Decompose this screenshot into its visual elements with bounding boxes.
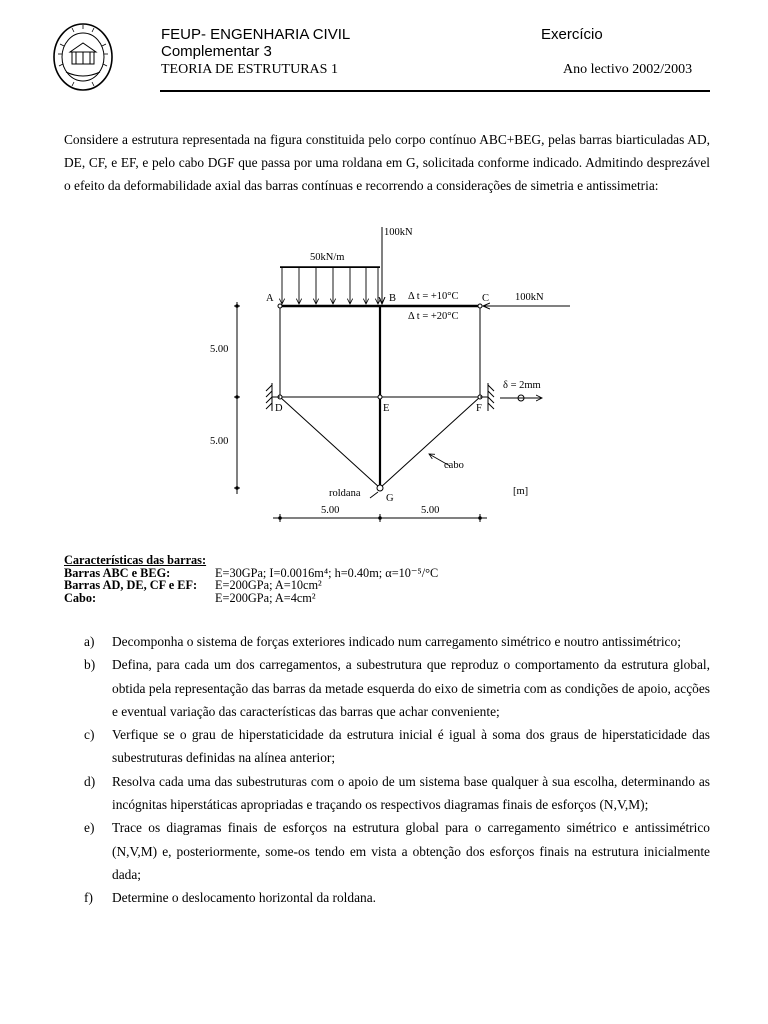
question-item [84, 886, 710, 909]
label-node-d: D [275, 403, 283, 414]
question-text: Verfique se o grau de hiperstaticidade da estrutura inicial é igual à soma dos graus de hiperstaticidade das subestruturas definidas na alínea anterior; [112, 727, 710, 766]
label-temp-bottom: Δ t = +20°C [408, 311, 459, 322]
label-node-b: B [389, 293, 397, 304]
structure-diagram [200, 222, 570, 530]
question-item [84, 653, 710, 723]
university-seal-logo [52, 22, 114, 92]
question-list [84, 630, 710, 910]
label-dim-lower: 5.00 [210, 436, 229, 447]
vertical-dimension [234, 302, 240, 494]
header-school-year: Ano lectivo 2002/2003 [563, 62, 693, 77]
question-letter: c) [84, 727, 95, 743]
label-support-displacement: δ = 2mm [503, 380, 541, 391]
horizontal-dimension [273, 514, 487, 522]
question-text: Decomponha o sistema de forças exteriores indicado num carregamento simétrico e noutro antissimétrico; [112, 634, 681, 649]
label-load-top: 100kN [384, 227, 413, 238]
question-item [84, 630, 710, 653]
label-distributed-load: 50kN/m [310, 252, 345, 263]
question-letter: b) [84, 657, 96, 673]
question-item [84, 723, 710, 770]
label-node-e: E [383, 403, 390, 414]
support-right [480, 383, 494, 411]
hinge-c [478, 304, 482, 308]
header-subject: TEORIA DE ESTRUTURAS 1 [161, 62, 338, 77]
properties-label: Cabo: [64, 590, 97, 605]
label-node-c: C [482, 293, 490, 304]
question-letter: d) [84, 773, 96, 789]
label-load-right: 100kN [515, 292, 544, 303]
label-temp-top: Δ t = +10°C [408, 291, 459, 302]
question-item [84, 770, 710, 817]
label-dim-upper: 5.00 [210, 344, 229, 355]
hinge-e [378, 395, 382, 399]
properties-label: Barras AD, DE, CF e EF: [64, 578, 198, 592]
question-text: Trace os diagramas finais de esforços na estrutura global para o carregamento simétrico e antissimétrico (N,V,M) e, posteriormente, some-os tendo em vista a obtenção dos esforços finais na estrutura inicialmente dada; [112, 820, 710, 882]
question-letter: a) [84, 634, 95, 649]
problem-statement: Considere a estrutura representada na figura constituida pelo corpo contínuo ABC+BEG, pelas barras biarticuladas AD, DE, CF, e EF, e pelo cabo DGF que passa por uma roldana em G, solicitada conforme indicado. Admitindo desprezável o efeito da deformabilidade axial das barras contínuas e recorrendo a considerações de simetria e antissimetria: [64, 132, 710, 193]
properties-value: E=200GPa; A=10cm² [215, 578, 322, 592]
properties-row [64, 592, 710, 605]
question-letter: e) [84, 820, 95, 836]
properties-label: Barras ABC e BEG: [64, 565, 171, 580]
pulley-pointer-line [370, 492, 378, 498]
label-dim-left: 5.00 [321, 505, 340, 516]
properties-row [64, 579, 710, 592]
cable-dg [280, 397, 380, 488]
label-dim-right: 5.00 [421, 505, 440, 516]
label-node-a: A [266, 293, 274, 304]
header-divider [160, 90, 710, 92]
label-node-g: G [386, 493, 394, 504]
hinge-a [278, 304, 282, 308]
question-text: Resolva cada uma das subestruturas com o apoio de um sistema base qualquer à sua escolha, determinando as incógnitas hiperstáticas apropriadas e traçando os respectivos diagramas finais de esforços (N,V,M); [112, 773, 710, 813]
question-text: Defina, para cada um dos carregamentos, a subestrutura que reproduz o comportamento da estrutura global, obtida pela representação das barras da metade esquerda do eixo de simetria com as condições de apoio, acções e eventual variação das características das barras que achar conveniente; [112, 657, 710, 719]
question-text: Determine o deslocamento horizontal da roldana. [112, 890, 376, 906]
label-units: [m] [513, 486, 529, 497]
properties-value: E=200GPa; A=4cm² [215, 590, 316, 605]
properties-title: Características das barras: [64, 553, 207, 567]
label-pulley: roldana [329, 488, 361, 499]
header-course-part: Complementar 3 [161, 43, 272, 60]
distributed-load-arrows [282, 267, 378, 304]
header-institution: FEUP- ENGENHARIA CIVIL [161, 26, 351, 43]
question-letter: f) [84, 890, 93, 906]
header-doc-type: Exercício [541, 26, 603, 43]
label-node-f: F [476, 403, 482, 414]
question-item [84, 816, 710, 886]
label-cable: cabo [444, 460, 464, 471]
properties-value: E=30GPa; I=0.0016m⁴; h=0.40m; α=10⁻⁵/°C [215, 565, 439, 580]
cable-gf [380, 397, 480, 488]
bar-properties [64, 554, 710, 604]
pulley-g [377, 485, 383, 491]
